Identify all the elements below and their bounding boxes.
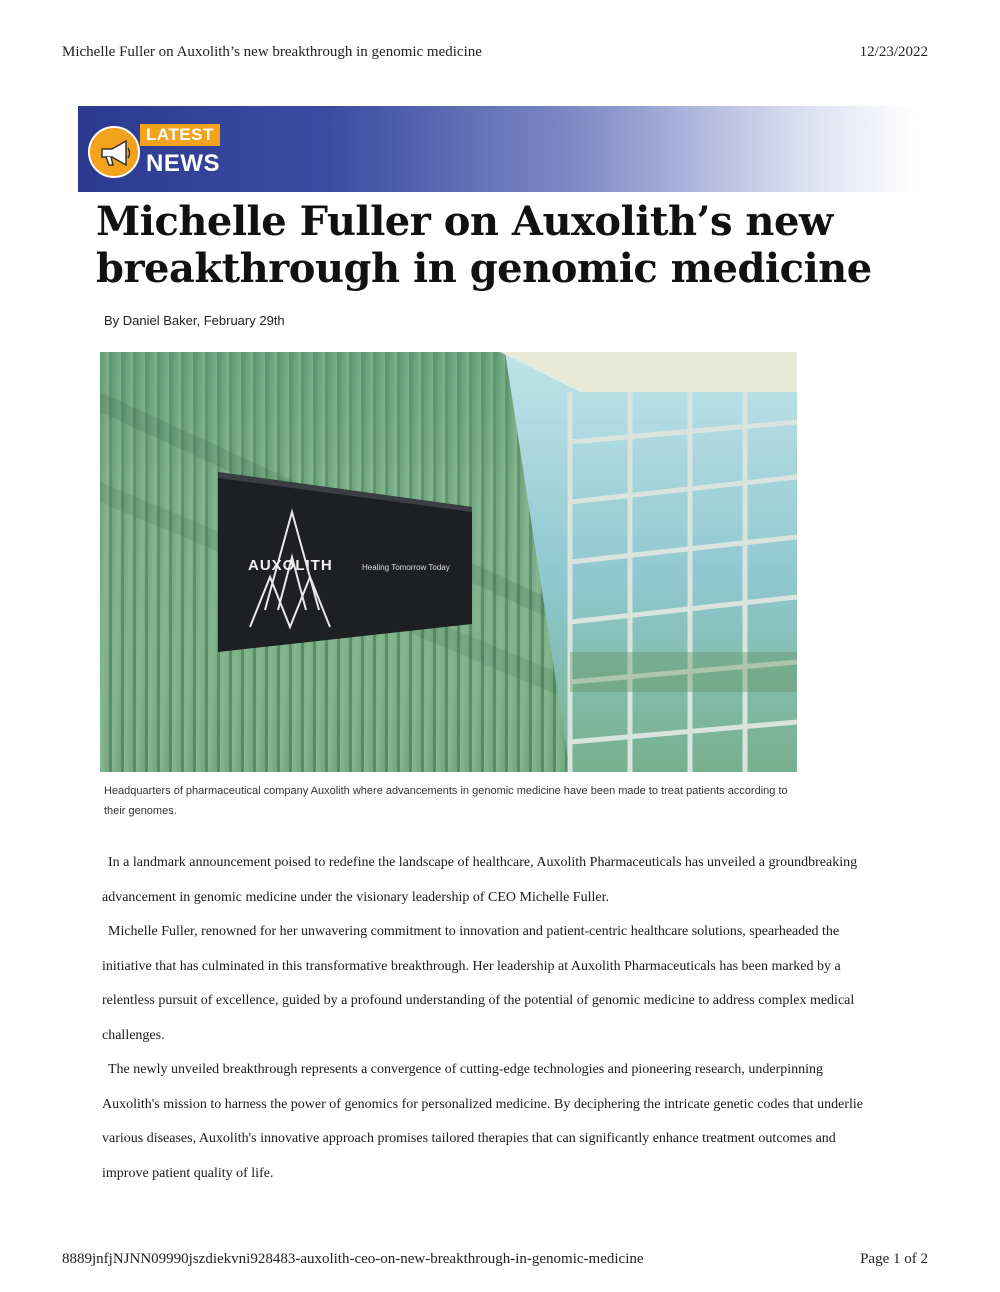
latest-news-banner	[78, 106, 916, 192]
article-byline: By Daniel Baker, February 29th	[104, 313, 285, 328]
print-header-date: 12/23/2022	[859, 44, 928, 60]
article-paragraph: In a landmark announcement poised to redefine the landscape of healthcare, Auxolith Pharmaceuticals has unveiled a groundbreaking advancement in genomic medicine under the visionary leadership of CEO Michelle Fuller.	[102, 855, 858, 905]
print-header-title: Michelle Fuller on Auxolith’s new breakthrough in genomic medicine	[62, 44, 482, 60]
photo-caption: Headquarters of pharmaceutical company Auxolith where advancements in genomic medicine have been made to treat patients according to their genomes.	[104, 785, 788, 817]
headquarters-photo	[100, 352, 797, 772]
megaphone-icon	[88, 126, 140, 178]
sign-tagline: Healing Tomorrow Today	[362, 563, 450, 572]
article-body	[102, 846, 882, 1191]
print-header	[62, 44, 928, 64]
badge-news-label: NEWS	[146, 150, 220, 177]
print-footer	[62, 1251, 928, 1271]
print-footer-page: Page 1 of 2	[860, 1251, 928, 1267]
badge-latest-label: LATEST	[140, 124, 220, 146]
article-paragraph: Michelle Fuller, renowned for her unwavering commitment to innovation and patient-centric healthcare solutions, spearheaded the initiative that has culminated in this transformative breakthrough. Her leadership at Auxolith Pharmaceuticals has been marked by a relentless pursuit of excellence, guided by a profound understanding of the potential of genomic medicine to address complex medical challenges.	[102, 924, 855, 1043]
print-footer-url: 8889jnfjNJNN09990jszdiekvni928483-auxolith-ceo-on-new-breakthrough-in-genomic-medicine	[62, 1251, 644, 1267]
article-paragraph: The newly unveiled breakthrough represents a convergence of cutting-edge technologies and pioneering research, underpinning Auxolith's mission to harness the power of genomics for personalized medicine. By deciphering the intricate genetic codes that underlie various diseases, Auxolith's innovative approach promises tailored therapies that can significantly enhance treatment outcomes and improve patient quality of life.	[102, 1062, 864, 1181]
latest-news-badge	[88, 120, 238, 182]
article-headline: Michelle Fuller on Auxolith’s new breakthrough in genomic medicine	[96, 198, 872, 292]
sign-brand: AUXOLITH	[248, 557, 333, 574]
